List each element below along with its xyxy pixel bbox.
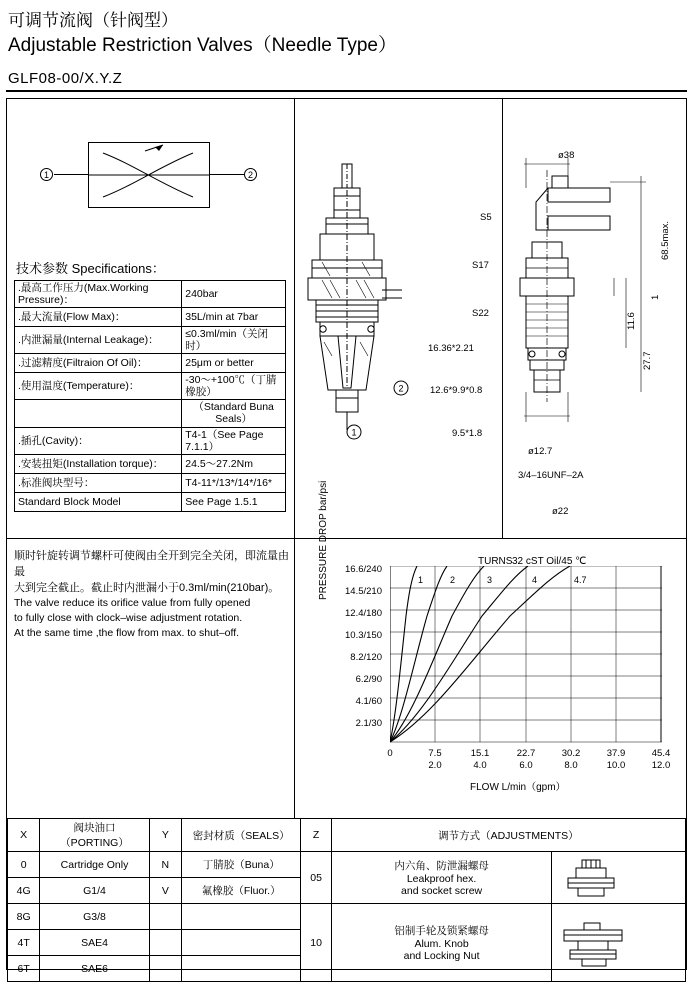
chart-title: 32 cST Oil/45 ℃ (512, 556, 587, 567)
chart-xlabel: FLOW L/min（gpm） (470, 782, 566, 793)
dimension-oring-1636: 16.36*2.21 (428, 343, 474, 354)
chart-xtick-bottom: 10.0 (606, 760, 626, 771)
x-code: 8G (8, 904, 40, 930)
description-en-line-1: The valve reduce its orifice value from fully opened (14, 597, 251, 609)
spec-value: 35L/min at 7bar (182, 308, 286, 327)
spec-key: .插孔(Cavity)： (15, 427, 182, 454)
dimension-od38: ø38 (558, 150, 575, 161)
spec-value: 24.5～27.2Nm (182, 454, 286, 473)
dimension-s22: S22 (472, 308, 489, 319)
z-illustration-05 (552, 852, 686, 904)
col-header-adjustments: 调节方式（ADJUSTMENTS） (331, 819, 685, 852)
x-label: SAE6 (40, 956, 149, 982)
y-label: 氟橡胶（Fluor.） (182, 878, 301, 904)
x-code: 4T (8, 930, 40, 956)
table-row (15, 354, 286, 373)
svg-text:1: 1 (351, 427, 357, 438)
chart-series-label: 3 (487, 575, 493, 585)
chart-ytick: 4.1/60 (355, 696, 382, 707)
chart-xtick-bottom: 12.0 (651, 760, 671, 771)
spec-key: .标准阀块型号： (15, 473, 182, 492)
symbol-port-1: 1 (40, 168, 53, 181)
x-code: 4G (8, 878, 40, 904)
y-label (182, 904, 301, 930)
z-description-05 (331, 852, 552, 904)
page-title-cn: 可调节流阀（针阀型） (8, 11, 178, 30)
dimension-116: 11.6 (626, 312, 637, 330)
table-row (15, 400, 286, 427)
spec-key: .使用温度(Temperature)： (15, 373, 182, 400)
spec-key: Standard Block Model (15, 492, 182, 511)
y-code (149, 930, 181, 956)
y-code: N (149, 852, 181, 878)
col-header-y: Y (149, 819, 181, 852)
spec-value: ≤0.3ml/min（关闭时） (182, 327, 286, 354)
col-header-z: Z (301, 819, 331, 852)
chart-plot-area (390, 566, 662, 750)
z-description-en-2: and Locking Nut (403, 950, 480, 962)
symbol-lead-left (54, 174, 88, 175)
symbol-port-2: 2 (244, 168, 257, 181)
x-code: 6T (8, 956, 40, 982)
col-header-seals: 密封材质（SEALS） (182, 819, 301, 852)
table-row (15, 492, 286, 511)
z-description-en-1: Alum. Knob (414, 938, 469, 950)
frame-divider-vertical-left (294, 98, 295, 818)
table-header-row (8, 819, 686, 852)
chart-xtick-top: 7.5 (428, 748, 442, 759)
chart-ytick: 8.2/120 (350, 652, 382, 663)
chart-ylabel: PRESSURE DROP bar/psi (318, 480, 329, 600)
hydraulic-symbol-box (88, 142, 210, 208)
spec-key: .最大流量(Flow Max)： (15, 308, 182, 327)
z-description-10 (331, 904, 552, 982)
chart-series-label: 4.7 (574, 575, 587, 585)
y-code (149, 904, 181, 930)
page-title-en: Adjustable Restriction Valves（Needle Type） (8, 35, 397, 56)
spec-value: T4-11*/13*/14*/16* (182, 473, 286, 492)
dimension-oring-126: 12.6*9.9*0.8 (430, 385, 483, 396)
table-row (15, 427, 286, 454)
table-row (15, 454, 286, 473)
x-label: SAE4 (40, 930, 149, 956)
y-code (149, 956, 181, 982)
chart-xtick-top: 30.2 (561, 748, 581, 759)
z-illustration-10 (552, 904, 686, 982)
spec-value: 25μm or better (182, 354, 286, 373)
y-code: V (149, 878, 181, 904)
svg-text:2: 2 (398, 383, 404, 394)
chart-ytick: 16.6/240 (345, 564, 382, 575)
spec-value: -30～+100℃（丁腈橡胶） (182, 373, 286, 400)
header-divider (6, 90, 687, 92)
dimension-thread: 3/4–16UNF–2A (518, 470, 584, 481)
dimension-277: 27.7 (642, 351, 653, 370)
x-label: G3/8 (40, 904, 149, 930)
chart-ytick: 6.2/90 (355, 674, 382, 685)
z-description-en-1: Leakproof hex. (406, 873, 477, 885)
spec-key: .内泄漏量(Internal Leakage)： (15, 327, 182, 354)
dimension-od127: ø12.7 (528, 446, 553, 457)
z-code: 05 (301, 852, 331, 904)
table-row (8, 904, 686, 930)
needle-valve-symbol (89, 143, 209, 207)
chart-xtick-bottom: 2.0 (428, 760, 442, 771)
chart-xtick-top: 22.7 (516, 748, 536, 759)
y-label: 丁腈胶（Buna） (182, 852, 301, 878)
chart-xtick-bottom: 8.0 (564, 760, 578, 771)
spec-value: See Page 1.5.1 (182, 492, 286, 511)
dimension-1: 1 (650, 294, 661, 300)
chart-series-label: 4 (532, 575, 538, 585)
specifications-table (14, 280, 286, 512)
table-row (8, 852, 686, 878)
chart-xtick-top: 37.9 (606, 748, 626, 759)
z-description-cn: 铝制手轮及锁紧螺母 (394, 925, 489, 937)
spec-key: .过滤精度(Filtraion Of Oil)： (15, 354, 182, 373)
chart-xtick-top: 45.4 (651, 748, 671, 759)
chart-legend-title: TURNS (478, 556, 513, 567)
alum-knob-locking-nut-icon (554, 917, 634, 969)
table-row (15, 473, 286, 492)
symbol-lead-right (210, 174, 244, 175)
x-label: Cartridge Only (40, 852, 149, 878)
leakproof-hex-socket-screw-icon (554, 856, 628, 900)
description-en-line-2: to fully close with clock–wise adjustment rotation. (14, 612, 243, 624)
x-label: G1/4 (40, 878, 149, 904)
chart-ytick: 12.4/180 (345, 608, 382, 619)
y-label (182, 930, 301, 956)
description-block (14, 548, 290, 641)
description-en-line-3: At the same time ,the flow from max. to shut–off. (14, 627, 240, 639)
chart-xtick-top: 0 (387, 748, 393, 759)
ordering-options-table (7, 818, 686, 982)
y-label (182, 956, 301, 982)
dimension-height-685: 68.5max. (660, 220, 671, 260)
spec-key: .安装扭矩(Installation torque)： (15, 454, 182, 473)
model-code: GLF08-00/X.Y.Z (8, 70, 123, 87)
description-cn-line-2: 大到完全截止。截止时内泄漏小于0.3ml/min(210bar)。 (14, 582, 280, 594)
table-row (15, 308, 286, 327)
chart-ytick: 14.5/210 (345, 586, 382, 597)
frame-divider-horizontal-mid (6, 538, 687, 539)
dimension-s17: S17 (472, 260, 489, 271)
x-code: 0 (8, 852, 40, 878)
chart-series-label: 1 (418, 575, 424, 585)
spec-key: .最高工作压力(Max.Working Pressure)： (15, 281, 182, 308)
table-row (15, 327, 286, 354)
dimension-oring-95: 9.5*1.8 (452, 428, 483, 439)
spec-table-title: 技术参数 Specifications： (16, 261, 165, 276)
chart-ytick: 10.3/150 (345, 630, 382, 641)
description-cn-line-1: 顺时针旋转调节螺杆可使阀由全开到完全关闭，即流量由最 (14, 550, 289, 578)
chart-xtick-top: 15.1 (470, 748, 490, 759)
chart-series-label: 2 (450, 575, 456, 585)
spec-value: 240bar (182, 281, 286, 308)
chart-xtick-bottom: 4.0 (473, 760, 487, 771)
col-header-porting: 阀块油口（PORTING） (40, 819, 149, 852)
spec-value: （Standard Buna Seals） (182, 400, 286, 427)
col-header-x: X (8, 819, 40, 852)
dimension-s5: S5 (480, 212, 492, 223)
chart-ytick: 2.1/30 (355, 718, 382, 729)
chart-xtick-bottom: 6.0 (519, 760, 533, 771)
z-code: 10 (301, 904, 331, 982)
z-description-cn: 内六角、防泄漏螺母 (394, 860, 489, 872)
spec-key (15, 400, 182, 427)
spec-value: T4-1（See Page 7.1.1） (182, 427, 286, 454)
table-row (15, 373, 286, 400)
z-description-en-2: and socket screw (401, 885, 483, 897)
table-row (15, 281, 286, 308)
dimension-od22: ø22 (552, 506, 569, 517)
